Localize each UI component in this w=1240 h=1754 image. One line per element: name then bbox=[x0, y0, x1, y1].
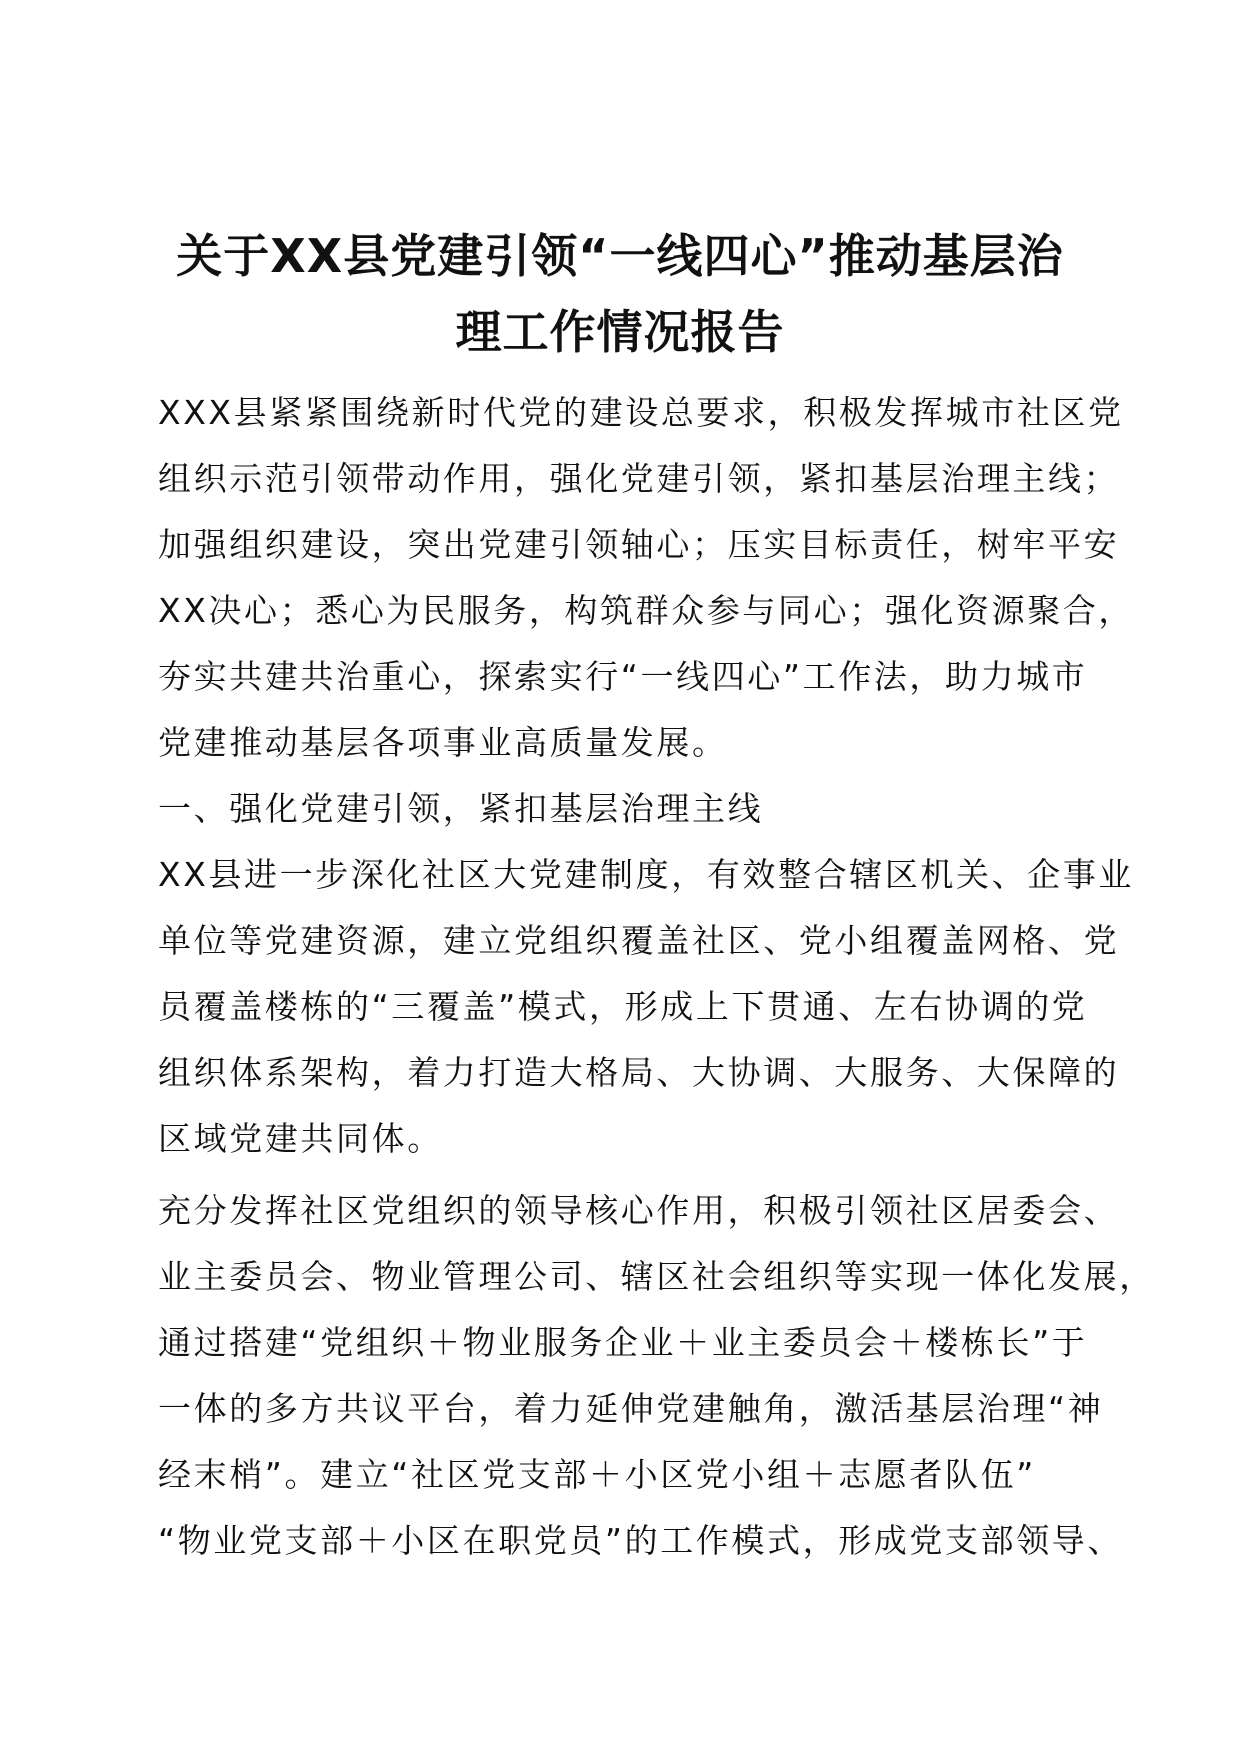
text-line: XXX县紧紧围绕新时代党的建设总要求，积极发挥城市社区党 bbox=[158, 393, 1124, 432]
heading-line: 一、强化党建引领，紧扣基层治理主线 bbox=[158, 789, 764, 828]
text-line: XX决心；悉心为民服务，构筑群众参与同心；强化资源聚合， bbox=[158, 591, 1135, 630]
text-line: 党建推动基层各项事业高质量发展。 bbox=[158, 723, 728, 762]
title-line-1: 关于XX县党建引领“一线四心”推动基层治 bbox=[176, 229, 1064, 283]
paragraph-intro bbox=[158, 380, 1135, 776]
text-line: 组织示范引领带动作用，强化党建引领，紧扣基层治理主线； bbox=[158, 459, 1120, 498]
text-line: XX县进一步深化社区大党建制度，有效整合辖区机关、企事业 bbox=[158, 855, 1135, 894]
text-line: 夯实共建共治重心，探索实行“一线四心”工作法，助力城市 bbox=[158, 657, 1088, 696]
text-line: 区域党建共同体。 bbox=[158, 1119, 443, 1158]
text-line: 加强组织建设，突出党建引领轴心；压实目标责任，树牢平安 bbox=[158, 525, 1120, 564]
text-line: 业主委员会、物业管理公司、辖区社会组织等实现一体化发展， bbox=[158, 1257, 1155, 1296]
document-body bbox=[158, 380, 1155, 1574]
section-heading-1 bbox=[158, 776, 1088, 842]
text-line: 充分发挥社区党组织的领导核心作用，积极引领社区居委会、 bbox=[158, 1191, 1120, 1230]
text-line: 经末梢”。建立“社区党支部＋小区党小组＋志愿者队伍” bbox=[158, 1455, 1036, 1494]
text-line: 一体的多方共议平台，着力延伸党建触角，激活基层治理“神 bbox=[158, 1389, 1104, 1428]
document-title bbox=[140, 218, 1100, 370]
paragraph-section1-a bbox=[158, 842, 1135, 1172]
paragraph-section1-b bbox=[158, 1178, 1155, 1574]
text-line: 组织体系架构，着力打造大格局、大协调、大服务、大保障的 bbox=[158, 1053, 1120, 1092]
text-line: 员覆盖楼栋的“三覆盖”模式，形成上下贯通、左右协调的党 bbox=[158, 987, 1088, 1026]
text-line: 通过搭建“党组织＋物业服务企业＋业主委员会＋楼栋长”于 bbox=[158, 1323, 1088, 1362]
text-line: “物业党支部＋小区在职党员”的工作模式，形成党支部领导、 bbox=[158, 1521, 1123, 1560]
title-line-2: 理工作情况报告 bbox=[455, 305, 785, 359]
text-line: 单位等党建资源，建立党组织覆盖社区、党小组覆盖网格、党 bbox=[158, 921, 1120, 960]
